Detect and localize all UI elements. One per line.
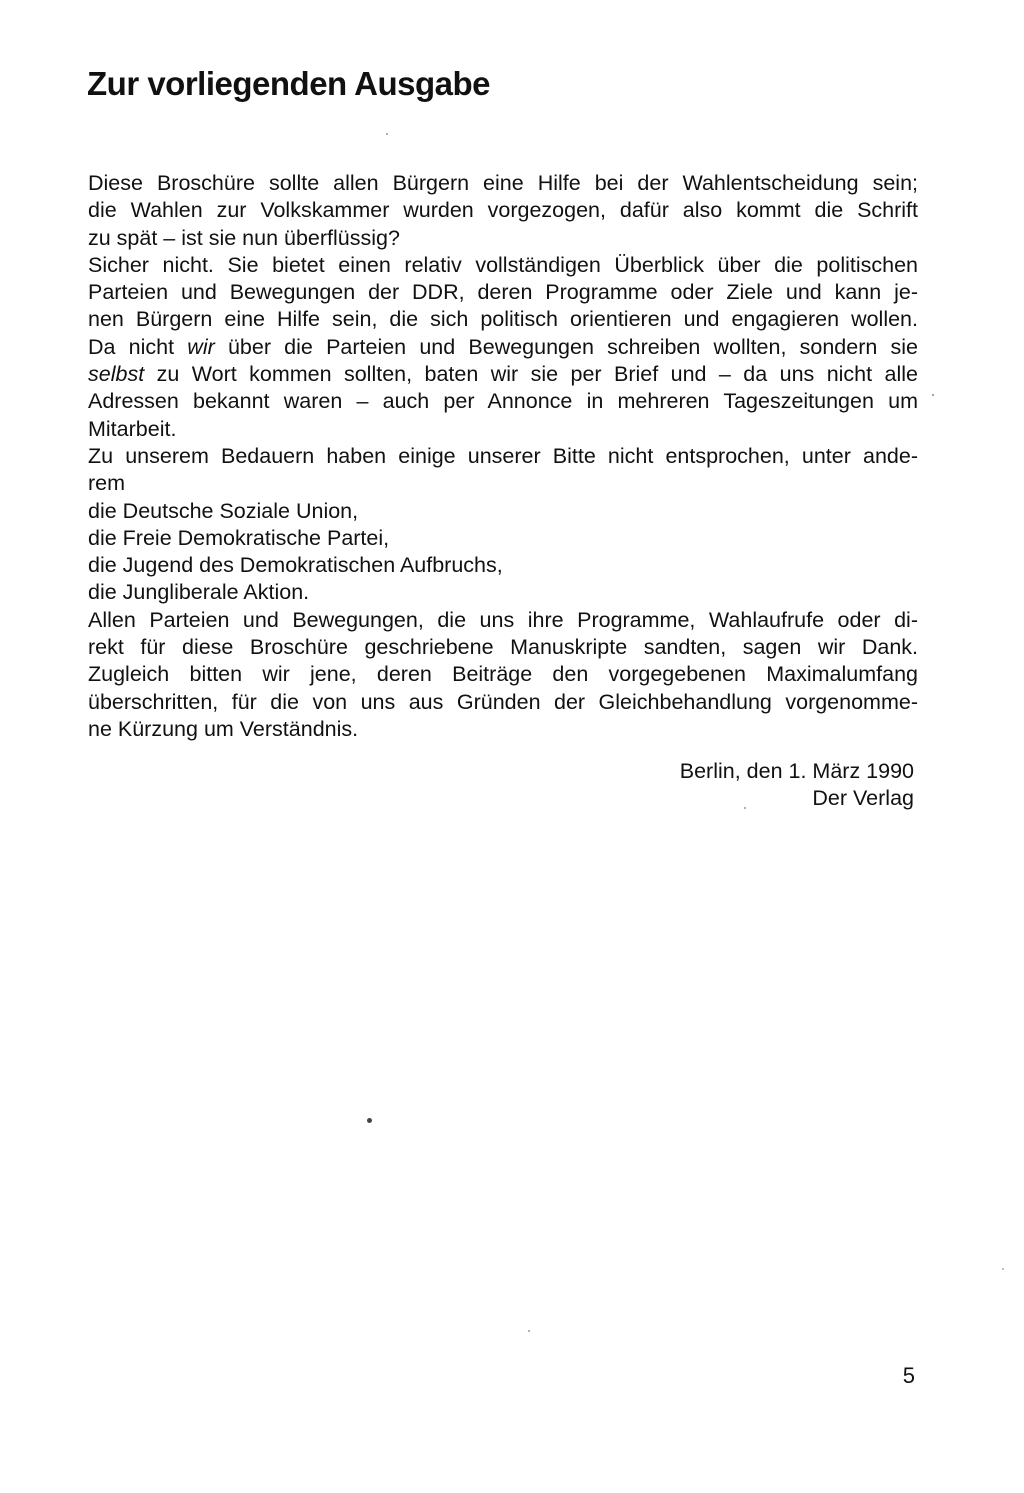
scan-speck — [528, 1330, 530, 1332]
body-text-segment: zu Wort kommen sollten, baten wir sie per Brief und – da uns nicht alle — [144, 362, 918, 387]
signature-author: Der Verlag — [812, 786, 914, 811]
emphasized-text: wir — [187, 334, 215, 359]
body-line: die Wahlen zur Volkskammer wurden vorgezogen, dafür also kommt die Schrift — [88, 198, 918, 223]
body-line: zu spät – ist sie nun überflüssig? — [88, 225, 400, 250]
signature-block — [680, 758, 914, 813]
body-line: die Jugend des Demokratischen Aufbruchs, — [88, 553, 503, 578]
body-line: Mitarbeit. — [88, 416, 177, 441]
page-title: Zur vorliegenden Ausgabe — [87, 65, 491, 102]
body-line: die Freie Demokratische Partei, — [88, 525, 390, 550]
body-line: die Deutsche Soziale Union, — [88, 498, 359, 523]
body-line: Allen Parteien und Bewegungen, die uns ihre Programme, Wahlaufrufe oder di- — [88, 607, 918, 632]
body-line: Adressen bekannt waren – auch per Annonce in mehreren Tageszeitungen um — [88, 389, 918, 414]
scan-speck — [744, 807, 746, 809]
body-line: nen Bürgern eine Hilfe sein, die sich politisch orientieren und engagieren wollen. — [88, 307, 918, 332]
body-line: ne Kürzung um Verständnis. — [88, 716, 359, 741]
body-text-segment: Da nicht — [88, 334, 188, 359]
page-number: 5 — [902, 1363, 915, 1388]
signature-place-date: Berlin, den 1. März 1990 — [679, 759, 914, 783]
body-line — [88, 334, 918, 361]
body-text — [88, 170, 918, 743]
body-line: Diese Broschüre sollte allen Bürgern eine Hilfe bei der Wahlentscheidung sein; — [88, 171, 918, 195]
scan-speck — [386, 133, 388, 135]
body-line: rekt für diese Broschüre geschriebene Manuskripte sandten, sagen wir Dank. — [88, 635, 918, 660]
body-text-segment: über die Parteien und Bewegungen schreiben wollten, sondern sie — [214, 334, 918, 359]
body-line: Zu unserem Bedauern haben einige unserer Bitte nicht entsprochen, unter ande- — [88, 443, 918, 468]
scan-speck — [367, 1118, 372, 1123]
body-line: rem — [88, 471, 126, 496]
body-line — [88, 361, 918, 388]
body-line: überschritten, für die von uns aus Gründen der Gleichbehandlung vorgenomme- — [88, 689, 918, 714]
body-line: die Jungliberale Aktion. — [88, 580, 310, 605]
scan-speck — [1002, 1268, 1004, 1270]
scan-speck — [932, 394, 934, 396]
body-line: Sicher nicht. Sie bietet einen relativ vollständigen Überblick über die politischen — [88, 252, 918, 277]
body-line: Zugleich bitten wir jene, deren Beiträge den vorgegebenen Maximalumfang — [88, 662, 918, 687]
body-line: Parteien und Bewegungen der DDR, deren Programme oder Ziele und kann je- — [88, 280, 918, 305]
emphasized-text: selbst — [88, 362, 145, 387]
